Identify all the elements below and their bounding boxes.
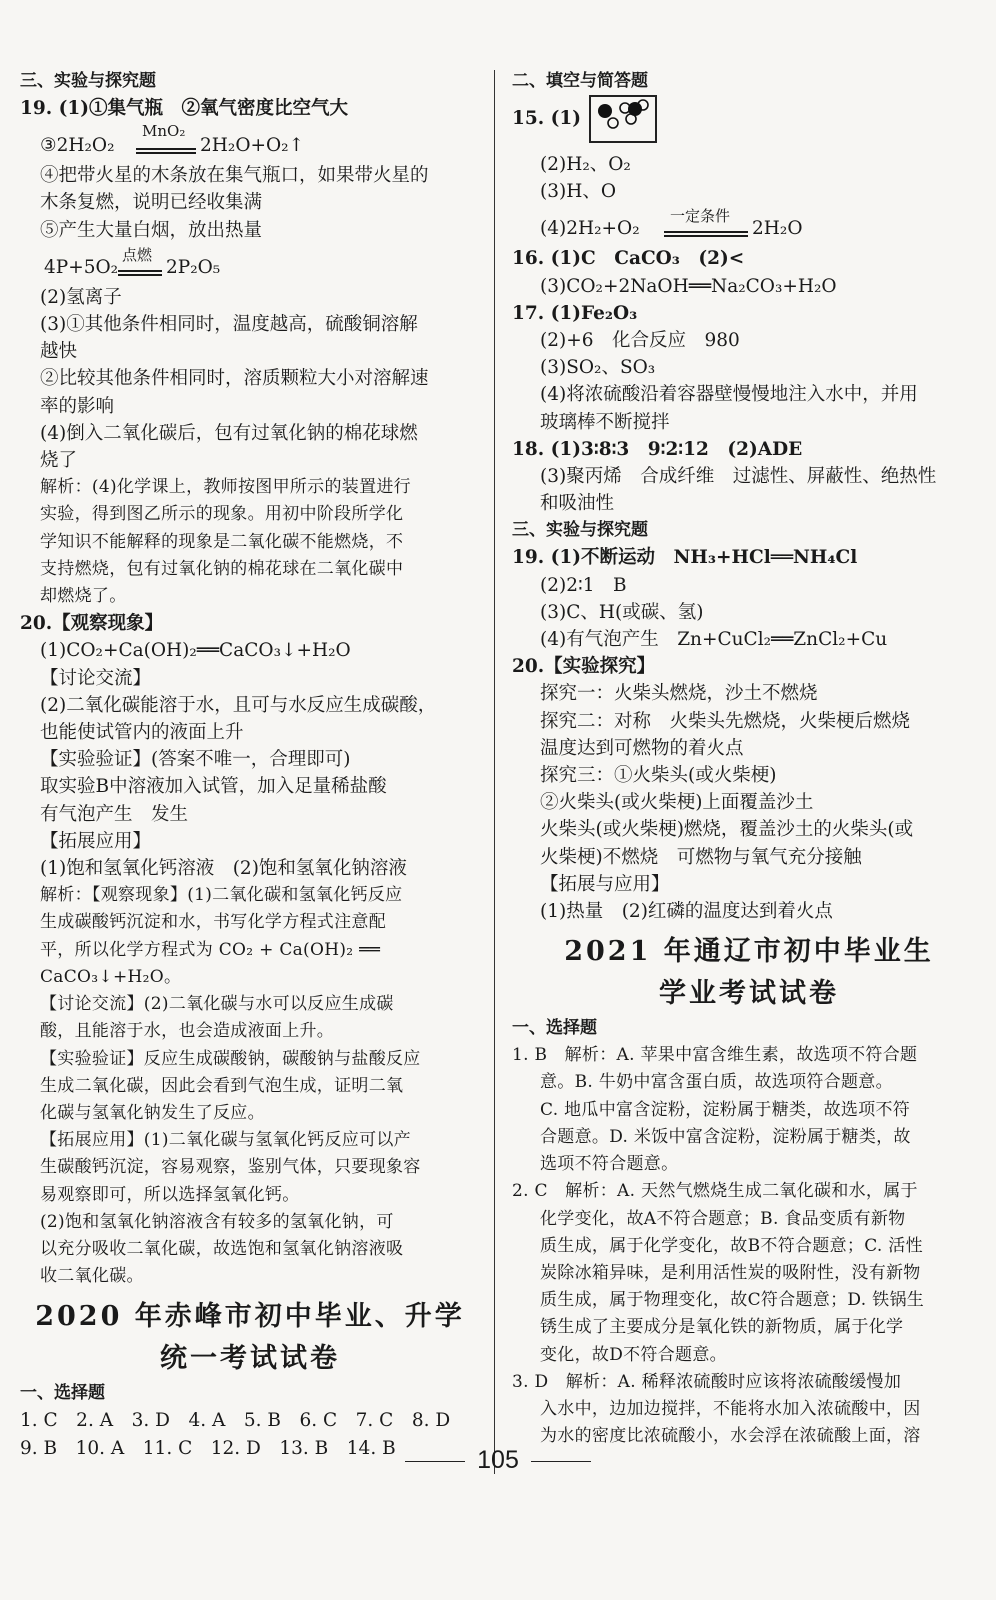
explanation-line: 意。B. 牛奶中富含蛋白质，故选项符合题意。 [540,1072,893,1093]
section-heading: 一、选择题 [512,1018,597,1039]
answer-line: (3)H、O [540,181,617,203]
answer-line: 【讨论交流】 [40,667,152,689]
answer-line: (3)聚丙烯 合成纤维 过滤性、屏蔽性、绝热性 [540,466,937,488]
equals-bar [664,231,748,233]
page-number-rule [531,1461,591,1462]
section-heading: 二、填空与简答题 [512,71,648,91]
explanation-line: 为水的密度比浓硫酸小，水会浮在浓硫酸上面，溶 [540,1426,921,1447]
explanation-line: 生碳酸钙沉淀，容易观察，鉴别气体，只要现象容 [40,1157,421,1178]
explanation-line: 酸，且能溶于水，也会造成液面上升。 [40,1021,335,1042]
equals-bar [664,235,748,237]
chemical-equation: (4)2H₂+O₂ 一定条件 2H₂O [540,207,803,240]
explanation-line: 化碳与氢氧化钠发生了反应。 [40,1102,265,1123]
explanation-line: 入水中，边加边搅拌，不能将水加入浓硫酸中，因 [540,1398,921,1419]
answer-line: 探究三：①火柴头(或火柴梗) [540,765,777,787]
section-heading: 三、实验与探究题 [20,71,156,91]
answer-line: 温度达到可燃物的着火点 [540,737,744,759]
answer-line: 20.【实验探究】 [512,656,656,678]
explanation-line: 生成二氧化碳，因此会看到气泡生成，证明二氧 [40,1075,404,1096]
explanation-line: 【拓展应用】(1)二氧化碳与氢氧化钙反应可以产 [40,1130,411,1151]
answer-line: (1)热量 (2)红磷的温度达到着火点 [540,901,833,923]
answer-line: 【拓展与应用】 [540,873,670,895]
answer-line: 烧了 [40,450,78,472]
explanation-line: 变化，故D不符合题意。 [540,1344,727,1365]
explanation-line: 生成碳酸钙沉淀和水，书写化学方程式注意配 [40,912,386,933]
explanation-line: 却燃烧了。 [40,586,127,607]
answer-line: (1)CO₂+Ca(OH)₂══CaCO₃↓+H₂O [40,640,351,662]
answer-line: (3)C、H(或碳、氢) [540,601,704,623]
answer-line: (2)氢离子 [40,286,122,308]
molecule-icon [591,97,655,141]
answer-line: ②火柴头(或火柴梗)上面覆盖沙土 [540,792,814,814]
answer-line: 18. (1)3∶8∶3 9∶2∶12 (2)ADE [512,438,803,460]
answer-line: 探究一：火柴头燃烧，沙土不燃烧 [540,683,818,705]
answer-line: 20.【观察现象】 [20,613,164,635]
answer-line: (4)倒入二氧化碳后，包有过氧化钠的棉花球燃 [40,422,418,444]
answer-line: (2)2∶1 B [540,574,627,596]
page-number: 105 [0,1446,996,1475]
explanation-line: 化学变化，故A不符合题意；B. 食品变质有新物 [540,1208,906,1229]
answer-line: (3)SO₂、SO₃ [540,357,656,379]
answer-line: 火柴梗)不燃烧 可燃物与氧气充分接触 [540,846,862,868]
column-divider [494,70,495,1474]
equals-bar [118,270,162,272]
explanation-line: (2)饱和氢氧化钠溶液含有较多的氢氧化钠，可 [40,1211,394,1232]
explanation-line: 炭除冰箱异味，是利用活性炭的吸附性，没有新物 [540,1262,921,1283]
explanation-line: 支持燃烧，包有过氧化钠的棉花球在二氧化碳中 [40,558,404,579]
left-column [20,68,480,1462]
answer-line: 越快 [40,341,78,363]
explanation-line: 1. B 解析：A. 苹果中富含维生素，故选项不符合题 [512,1045,918,1066]
explanation-line: 解析：(4)化学课上，教师按图甲所示的装置进行 [40,477,411,498]
equals-bar [136,148,196,150]
answer-line: 火柴头(或火柴梗)燃烧，覆盖沙土的火柴头(或 [540,819,914,841]
answer-line: 也能使试管内的液面上升 [40,722,244,744]
right-column [512,68,986,1450]
answer-line: (3)①其他条件相同时，温度越高，硫酸铜溶解 [40,314,418,336]
explanation-line: 解析：【观察现象】(1)二氧化碳和氢氧化钙反应 [40,885,403,906]
reaction-condition: 点燃 [122,245,153,264]
chemical-equation: 4P+5O₂ 点燃 2P₂O₅ [44,245,221,278]
answer-key-line: 9. B 10. A 11. C 12. D 13. B 14. B [20,1437,396,1459]
explanation-line: 质生成，属于物理变化，故C符合题意；D. 铁锅生 [540,1290,925,1311]
answer-line: ④把带火星的木条放在集气瓶口，如果带火星的 [40,165,429,187]
exam-title: 学业考试试卷 [659,978,839,1010]
explanation-line: 平，所以化学方程式为 CO₂ + Ca(OH)₂ ══ [40,939,381,960]
explanation-line: 质生成，属于化学变化，故B不符合题意；C. 活性 [540,1235,923,1256]
explanation-line: 选项不符合题意。 [540,1154,679,1175]
explanation-line: 锈生成了主要成分是氧化铁的新物质，属于化学 [540,1317,904,1338]
answer-line: 玻璃棒不断搅拌 [540,411,670,433]
answer-line: 和吸油性 [540,493,615,515]
answer-line: 取实验B中溶液加入试管，加入足量稀盐酸 [40,776,387,798]
explanation-line: CaCO₃↓+H₂O。 [40,966,182,987]
explanation-line: 易观察即可，所以选择氢氧化钙。 [40,1184,300,1205]
explanation-line: 学知识不能解释的现象是二氧化碳不能燃烧，不 [40,531,404,552]
explanation-line: 合题意。D. 米饭中富含淀粉，淀粉属于糖类，故 [540,1126,911,1147]
chemical-equation: ③2H₂O₂ MnO₂ 2H₂O+O₂↑ [40,122,305,157]
answer-line: (1)饱和氢氧化钙溶液 (2)饱和氢氧化钠溶液 [40,858,407,880]
reaction-condition: MnO₂ [142,122,186,141]
answer-line: (4)有气泡产生 Zn+CuCl₂══ZnCl₂+Cu [540,629,888,651]
reaction-condition: 一定条件 [670,207,731,226]
exam-title: 2021 年通辽市初中毕业生 [564,936,934,968]
section-heading: 三、实验与探究题 [512,520,648,541]
answer-line: 15. (1) [512,95,986,151]
explanation-line: 3. D 解析：A. 稀释浓硫酸时应该将浓硫酸缓慢加 [512,1371,902,1392]
answer-line: 率的影响 [40,395,115,417]
answer-line: ②比较其他条件相同时，溶质颗粒大小对溶解速 [40,368,429,390]
answer-line: (4)将浓硫酸沿着容器壁慢慢地注入水中，并用 [540,384,918,406]
answer-line: 19. (1)不断运动 NH₃+HCl══NH₄Cl [512,547,858,569]
answer-line: 17. (1)Fe₂O₃ [512,302,638,324]
equals-bar [118,274,162,276]
answer-line: 【实验验证】(答案不唯一，合理即可) [40,749,351,771]
explanation-line: C. 地瓜中富含淀粉，淀粉属于糖类，故选项不符 [540,1099,911,1120]
answer-line: (3)CO₂+2NaOH══Na₂CO₃+H₂O [540,275,837,297]
explanation-line: 【讨论交流】(2)二氧化碳与水可以反应生成碳 [40,994,394,1015]
explanation-line: 实验，得到图乙所示的现象。用初中阶段所学化 [40,504,404,525]
answer-line: ⑤产生大量白烟，放出热量 [40,219,263,241]
answer-key-line: 1. C 2. A 3. D 4. A 5. B 6. C 7. C 8. D [20,1410,451,1432]
molecule-diagram [589,95,657,143]
answer-line: 19. (1)①集气瓶 ②氧气密度比空气大 [20,98,349,119]
answer-line: 木条复燃，说明已经收集满 [40,192,263,214]
answer-line: (2)H₂、O₂ [540,154,631,175]
answer-line: 【拓展应用】 [40,830,152,852]
answer-line: 探究二：对称 火柴头先燃烧，火柴梗后燃烧 [540,710,911,732]
answer-line: 16. (1)C CaCO₃ (2)< [512,248,745,270]
section-heading: 一、选择题 [20,1383,105,1404]
answer-line: 有气泡产生 发生 [40,803,189,825]
explanation-line: 以充分吸收二氧化碳，故选饱和氢氧化钠溶液吸 [40,1238,404,1259]
answer-line: (2)二氧化碳能溶于水，且可与水反应生成碳酸， [40,694,437,716]
exam-title: 2020 年赤峰市初中毕业、升学 [35,1301,465,1333]
explanation-line: 收二氧化碳。 [40,1266,144,1287]
equals-bar [136,152,196,154]
page-number-rule [405,1461,465,1462]
explanation-line: 2. C 解析：A. 天然气燃烧生成二氧化碳和水，属于 [512,1181,918,1202]
answer-line: (2)+6 化合反应 980 [540,330,740,352]
exam-title: 统一考试试卷 [160,1343,340,1375]
explanation-line: 【实验验证】反应生成碳酸钠，碳酸钠与盐酸反应 [40,1048,421,1069]
